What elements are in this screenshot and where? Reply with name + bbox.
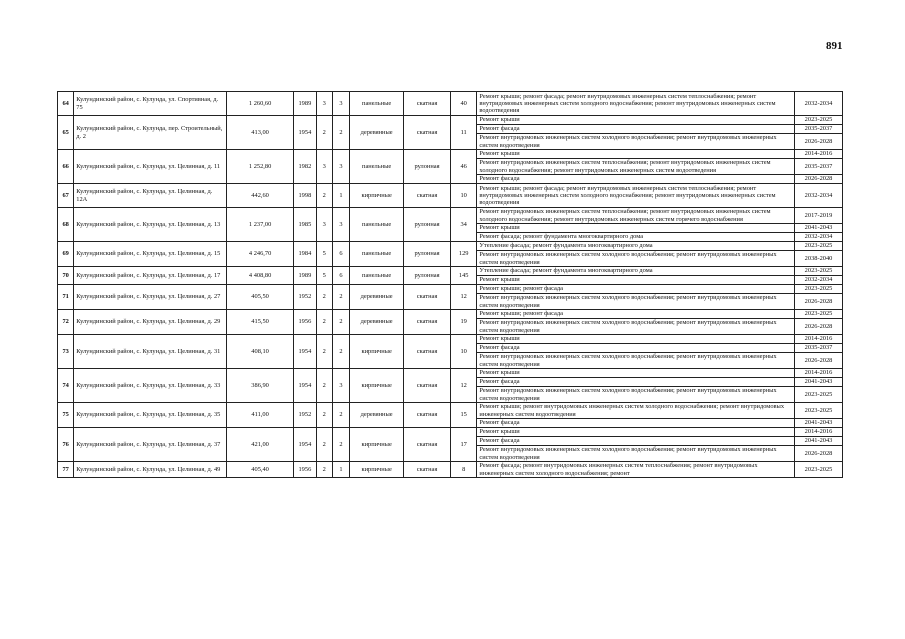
roof-type-cell: скатная [404,116,451,150]
repair-period-cell: 2014-2016 [795,150,843,159]
repair-period-cell: 2032-2034 [795,233,843,242]
address-cell: Кулундинский район, с. Кулунда, ул. Целинная, д. 11 [74,150,227,184]
floors-cell: 5 [316,242,332,267]
table-row [58,285,843,294]
residents-cell: 10 [450,335,476,369]
address-cell: Кулундинский район, с. Кулунда, ул. Целинная, д. 13 [74,208,227,242]
wall-material-cell: деревянные [350,285,404,310]
wall-material-cell: кирпичные [350,428,404,462]
table-row [58,403,843,419]
floors-cell: 3 [316,208,332,242]
repair-work-cell: Ремонт внутридомовых инженерных систем теплоснабжения; ремонт внутридомовых инженерных систем холодного водоснабжения; ремонт внутридомовых инженерных систем горячего водоснабжения [477,208,795,224]
wall-material-cell: панельные [350,267,404,285]
row-number: 71 [58,285,74,310]
repair-work-cell: Ремонт внутридомовых инженерных систем холодного водоснабжения; ремонт внутридомовых инженерных систем водоотведения [477,134,795,150]
repair-period-cell: 2041-2043 [795,378,843,387]
area-cell: 421,00 [227,428,294,462]
roof-type-cell: скатная [404,369,451,403]
repair-work-cell: Ремонт внутридомовых инженерных систем холодного водоснабжения; ремонт внутридомовых инженерных систем водоотведения [477,294,795,310]
year-cell: 1954 [294,116,316,150]
repair-period-cell: 2023-2025 [795,242,843,251]
repair-work-cell: Ремонт крыши [477,335,795,344]
area-cell: 1 260,60 [227,92,294,116]
roof-type-cell: рулонная [404,208,451,242]
area-cell: 1 237,00 [227,208,294,242]
repair-period-cell: 2026-2028 [795,319,843,335]
table-row [58,150,843,159]
row-number: 70 [58,267,74,285]
repair-period-cell: 2032-2034 [795,184,843,208]
repair-work-cell: Ремонт крыши; ремонт фасада [477,310,795,319]
year-cell: 1956 [294,310,316,335]
address-cell: Кулундинский район, с. Кулунда, ул. Спортивная, д. 75 [74,92,227,116]
area-cell: 442,60 [227,184,294,208]
year-cell: 1984 [294,242,316,267]
entrances-cell: 2 [332,285,349,310]
repair-period-cell: 2041-2043 [795,419,843,428]
residents-cell: 19 [450,310,476,335]
repair-work-cell: Утепление фасада; ремонт фундамента многоквартирного дома [477,267,795,276]
repair-work-cell: Ремонт внутридомовых инженерных систем холодного водоснабжения; ремонт внутридомовых инженерных систем водоотведения [477,319,795,335]
residents-cell: 17 [450,428,476,462]
year-cell: 1989 [294,92,316,116]
row-number: 67 [58,184,74,208]
row-number: 72 [58,310,74,335]
repair-period-cell: 2038-2040 [795,251,843,267]
repair-period-cell: 2026-2028 [795,294,843,310]
repair-work-cell: Ремонт крыши [477,116,795,125]
residents-cell: 46 [450,150,476,184]
row-number: 64 [58,92,74,116]
wall-material-cell: панельные [350,92,404,116]
floors-cell: 2 [316,462,332,478]
roof-type-cell: скатная [404,335,451,369]
repair-period-cell: 2035-2037 [795,344,843,353]
repair-period-cell: 2014-2016 [795,335,843,344]
repair-period-cell: 2035-2037 [795,159,843,175]
repair-period-cell: 2023-2025 [795,403,843,419]
floors-cell: 2 [316,285,332,310]
repair-work-cell: Ремонт фасада [477,378,795,387]
repair-period-cell: 2026-2028 [795,175,843,184]
table-row [58,242,843,251]
table-row [58,462,843,478]
repair-work-cell: Ремонт внутридомовых инженерных систем холодного водоснабжения; ремонт внутридомовых инженерных систем водоотведения [477,387,795,403]
area-cell: 408,10 [227,335,294,369]
repair-work-cell: Ремонт фасада [477,125,795,134]
repair-period-cell: 2023-2025 [795,285,843,294]
year-cell: 1989 [294,267,316,285]
row-number: 65 [58,116,74,150]
residents-cell: 40 [450,92,476,116]
repair-work-cell: Ремонт внутридомовых инженерных систем теплоснабжения; ремонт внутридомовых инженерных систем холодного водоснабжения; ремонт внутридомовых инженерных систем водоотведения [477,159,795,175]
roof-type-cell: рулонная [404,150,451,184]
entrances-cell: 2 [332,403,349,428]
area-cell: 413,00 [227,116,294,150]
address-cell: Кулундинский район, с. Кулунда, ул. Целинная, д. 35 [74,403,227,428]
row-number: 74 [58,369,74,403]
area-cell: 1 252,80 [227,150,294,184]
housing-repair-table [57,91,843,478]
roof-type-cell: скатная [404,428,451,462]
area-cell: 386,90 [227,369,294,403]
repair-period-cell: 2023-2025 [795,267,843,276]
wall-material-cell: панельные [350,242,404,267]
area-cell: 4 408,80 [227,267,294,285]
repair-work-cell: Ремонт внутридомовых инженерных систем холодного водоснабжения; ремонт внутридомовых инженерных систем водоотведения [477,353,795,369]
table-row [58,310,843,319]
area-cell: 405,50 [227,285,294,310]
repair-work-cell: Ремонт фасада; ремонт фундамента многоквартирного дома [477,233,795,242]
entrances-cell: 3 [332,92,349,116]
roof-type-cell: скатная [404,184,451,208]
entrances-cell: 2 [332,335,349,369]
address-cell: Кулундинский район, с. Кулунда, ул. Целинная, д. 31 [74,335,227,369]
page-number: 891 [826,40,843,52]
entrances-cell: 2 [332,310,349,335]
row-number: 73 [58,335,74,369]
address-cell: Кулундинский район, с. Кулунда, пер. Строительный, д. 2 [74,116,227,150]
year-cell: 1954 [294,335,316,369]
roof-type-cell: скатная [404,403,451,428]
entrances-cell: 2 [332,116,349,150]
repair-period-cell: 2014-2016 [795,369,843,378]
repair-work-cell: Ремонт внутридомовых инженерных систем холодного водоснабжения; ремонт внутридомовых инженерных систем водоотведения [477,446,795,462]
repair-work-cell: Ремонт фасада [477,175,795,184]
year-cell: 1952 [294,403,316,428]
floors-cell: 3 [316,150,332,184]
repair-period-cell: 2035-2037 [795,125,843,134]
table-row [58,369,843,378]
repair-work-cell: Ремонт крыши [477,428,795,437]
repair-period-cell: 2017-2019 [795,208,843,224]
residents-cell: 145 [450,267,476,285]
wall-material-cell: кирпичные [350,462,404,478]
repair-work-cell: Ремонт фасада [477,437,795,446]
repair-period-cell: 2014-2016 [795,428,843,437]
table-row [58,335,843,344]
address-cell: Кулундинский район, с. Кулунда, ул. Целинная, д. 15 [74,242,227,267]
floors-cell: 5 [316,267,332,285]
table-row [58,184,843,208]
floors-cell: 2 [316,310,332,335]
floors-cell: 2 [316,428,332,462]
wall-material-cell: кирпичные [350,184,404,208]
year-cell: 1954 [294,369,316,403]
year-cell: 1956 [294,462,316,478]
year-cell: 1982 [294,150,316,184]
residents-cell: 34 [450,208,476,242]
entrances-cell: 6 [332,242,349,267]
repair-work-cell: Ремонт крыши [477,150,795,159]
floors-cell: 2 [316,116,332,150]
repair-work-cell: Ремонт фасада [477,419,795,428]
address-cell: Кулундинский район, с. Кулунда, ул. Целинная, д. 12А [74,184,227,208]
repair-work-cell: Ремонт фасада; ремонт внутридомовых инженерных систем теплоснабжения; ремонт внутридомовых инженерных систем холодного водоснабжения; ремонт [477,462,795,478]
residents-cell: 129 [450,242,476,267]
wall-material-cell: панельные [350,150,404,184]
table-row [58,208,843,224]
floors-cell: 2 [316,335,332,369]
row-number: 75 [58,403,74,428]
repair-work-cell: Ремонт крыши; ремонт фасада [477,285,795,294]
wall-material-cell: кирпичные [350,335,404,369]
repair-period-cell: 2023-2025 [795,462,843,478]
address-cell: Кулундинский район, с. Кулунда, ул. Целинная, д. 27 [74,285,227,310]
repair-work-cell: Ремонт крыши [477,224,795,233]
table-row [58,92,843,116]
wall-material-cell: деревянные [350,116,404,150]
roof-type-cell: рулонная [404,267,451,285]
table-body [58,92,843,478]
repair-period-cell: 2026-2028 [795,134,843,150]
year-cell: 1954 [294,428,316,462]
roof-type-cell: скатная [404,285,451,310]
table-row [58,428,843,437]
floors-cell: 2 [316,184,332,208]
entrances-cell: 1 [332,184,349,208]
row-number: 68 [58,208,74,242]
floors-cell: 3 [316,92,332,116]
floors-cell: 2 [316,403,332,428]
area-cell: 4 246,70 [227,242,294,267]
entrances-cell: 6 [332,267,349,285]
repair-work-cell: Ремонт крыши; ремонт внутридомовых инженерных систем холодного водоснабжения; ремонт внутридомовых инженерных систем водоотведения [477,403,795,419]
address-cell: Кулундинский район, с. Кулунда, ул. Целинная, д. 49 [74,462,227,478]
entrances-cell: 1 [332,462,349,478]
entrances-cell: 2 [332,428,349,462]
roof-type-cell: рулонная [404,242,451,267]
repair-period-cell: 2023-2025 [795,387,843,403]
row-number: 66 [58,150,74,184]
area-cell: 405,40 [227,462,294,478]
address-cell: Кулундинский район, с. Кулунда, ул. Целинная, д. 17 [74,267,227,285]
address-cell: Кулундинский район, с. Кулунда, ул. Целинная, д. 37 [74,428,227,462]
area-cell: 415,50 [227,310,294,335]
repair-period-cell: 2032-2034 [795,276,843,285]
wall-material-cell: кирпичные [350,369,404,403]
table-row [58,267,843,276]
repair-work-cell: Ремонт крыши [477,369,795,378]
wall-material-cell: деревянные [350,310,404,335]
row-number: 69 [58,242,74,267]
repair-period-cell: 2041-2043 [795,224,843,233]
repair-period-cell: 2026-2028 [795,353,843,369]
entrances-cell: 3 [332,150,349,184]
repair-work-cell: Ремонт фасада [477,344,795,353]
roof-type-cell: скатная [404,462,451,478]
residents-cell: 15 [450,403,476,428]
row-number: 76 [58,428,74,462]
repair-period-cell: 2026-2028 [795,446,843,462]
floors-cell: 2 [316,369,332,403]
entrances-cell: 3 [332,369,349,403]
entrances-cell: 3 [332,208,349,242]
year-cell: 1952 [294,285,316,310]
repair-work-cell: Утепление фасада; ремонт фундамента многоквартирного дома [477,242,795,251]
row-number: 77 [58,462,74,478]
wall-material-cell: деревянные [350,403,404,428]
repair-work-cell: Ремонт внутридомовых инженерных систем холодного водоснабжения; ремонт внутридомовых инженерных систем водоотведения [477,251,795,267]
repair-work-cell: Ремонт крыши [477,276,795,285]
repair-period-cell: 2023-2025 [795,116,843,125]
area-cell: 411,00 [227,403,294,428]
repair-work-cell: Ремонт крыши; ремонт фасада; ремонт внутридомовых инженерных систем теплоснабжения; ремонт внутридомовых инженерных систем холодного водоснабжения; ремонт внутридомовых инженерных систем водоотведения [477,92,795,116]
residents-cell: 10 [450,184,476,208]
roof-type-cell: скатная [404,310,451,335]
residents-cell: 12 [450,369,476,403]
residents-cell: 8 [450,462,476,478]
year-cell: 1998 [294,184,316,208]
table-row [58,116,843,125]
repair-period-cell: 2032-2034 [795,92,843,116]
residents-cell: 12 [450,285,476,310]
year-cell: 1985 [294,208,316,242]
repair-work-cell: Ремонт крыши; ремонт фасада; ремонт внутридомовых инженерных систем теплоснабжения; ремонт внутридомовых инженерных систем холодного водоснабжения; ремонт внутридомовых инженерных систем водоотведения [477,184,795,208]
address-cell: Кулундинский район, с. Кулунда, ул. Целинная, д. 29 [74,310,227,335]
residents-cell: 11 [450,116,476,150]
address-cell: Кулундинский район, с. Кулунда, ул. Целинная, д. 33 [74,369,227,403]
roof-type-cell: скатная [404,92,451,116]
wall-material-cell: панельные [350,208,404,242]
repair-period-cell: 2023-2025 [795,310,843,319]
repair-period-cell: 2041-2043 [795,437,843,446]
